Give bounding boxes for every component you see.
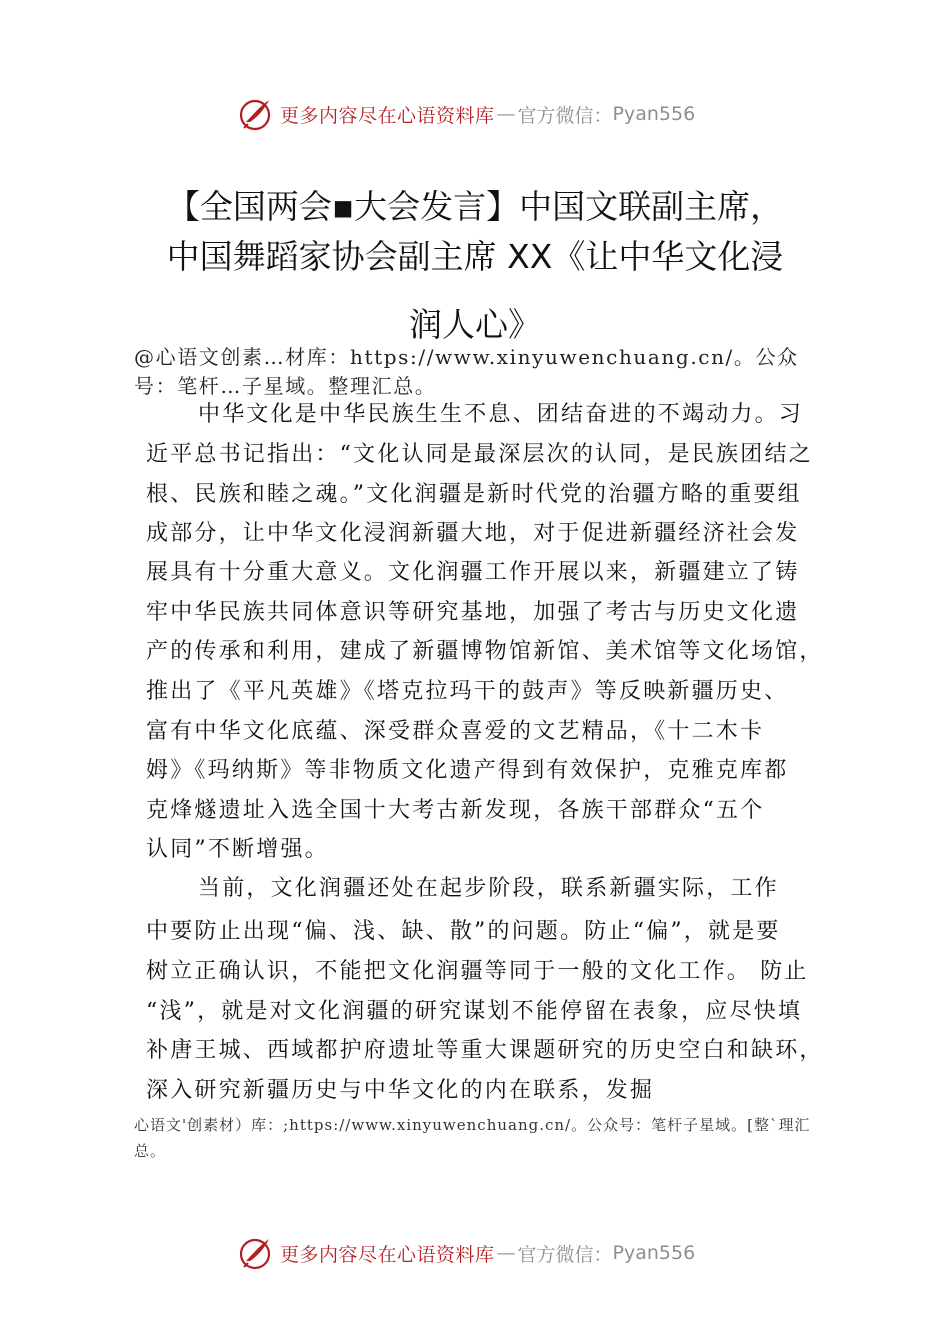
title-line-3: 润人心》: [409, 305, 541, 344]
body-line: 富有中华文化底蕴、深受群众喜爱的文艺精品，《十二木卡: [146, 719, 765, 744]
body-line: 认同”不断增强。: [146, 837, 329, 862]
body-line: 展具有十分重大意义。文化润疆工作开展以来，新疆建立了铸: [146, 560, 800, 585]
wechat-id: Pyan556: [612, 103, 696, 125]
source-line-2: 号：笔杆…子星域。整理汇总。: [134, 374, 437, 398]
wechat-label: 官方微信：: [517, 1243, 613, 1266]
brand-separator: —: [496, 103, 516, 125]
quill-logo-icon: [238, 96, 274, 132]
body-line: 深入研究新疆历史与中华文化的内在联系，发掘: [146, 1078, 655, 1103]
title-line-2: 中国舞蹈家协会副主席 XX《让中华文化浸: [166, 237, 784, 276]
body-line: 补唐王城、西域都护府遗址等重大课题研究的历史空白和缺环，: [146, 1038, 824, 1063]
body-line: 当前，文化润疆还处在起步阶段，联系新疆实际，工作: [198, 876, 779, 901]
body-line: 成部分，让中华文化浸润新疆大地，对于促进新疆经济社会发: [146, 521, 800, 546]
source-note-line-2: 总。: [134, 1142, 167, 1160]
body-line: 产的传承和利用，建成了新疆博物馆新馆、美术馆等文化场馆，: [146, 639, 824, 664]
body-line: 中华文化是中华民族生生不息、团结奋进的不竭动力。习: [198, 402, 804, 427]
quill-logo-icon: [238, 1235, 274, 1271]
wechat-id: Pyan556: [612, 1242, 696, 1264]
body-line: 近平总书记指出：“文化认同是最深层次的认同，是民族团结之: [146, 442, 813, 467]
brand-footer: [238, 1233, 695, 1273]
brand-text: 更多内容尽在心语资料库: [280, 104, 495, 127]
brand-separator: —: [496, 1242, 516, 1264]
body-line: 根、民族和睦之魂。”文化润疆是新时代党的治疆方略的重要组: [146, 482, 802, 507]
body-line: 推出了《平凡英雄》《塔克拉玛干的鼓声》等反映新疆历史、: [146, 679, 789, 704]
wechat-label: 官方微信：: [517, 104, 613, 127]
brand-text: 更多内容尽在心语资料库: [280, 1243, 495, 1266]
body-line: 中要防止出现“偏、浅、缺、散”的问题。防止“偏”，就是要: [146, 919, 781, 944]
body-line: 姆》《玛纳斯》等非物质文化遗产得到有效保护，克雅克库都: [146, 758, 789, 783]
body-line: 克烽燧遗址入选全国十大考古新发现，各族干部群众“五个: [146, 798, 765, 823]
body-line: 牢中华民族共同体意识等研究基地，加强了考古与历史文化遗: [146, 600, 800, 625]
brand-header: [238, 94, 695, 134]
body-line: “浅”，就是对文化润疆的研究谋划不能停留在表象，应尽快填: [146, 999, 803, 1024]
source-note-line-1: 心语文'创素材）库：;https://www.xinyuwenchuang.cn/。公众号：笔杆子星域。[整`理汇: [134, 1116, 811, 1134]
body-line: 树立正确认识，不能把文化润疆等同于一般的文化工作。 防止: [146, 959, 809, 984]
title-line-1: 【全国两会▪大会发言】中国文联副主席，: [166, 187, 784, 226]
source-line-1: @心语文创素…材库：https://www.xinyuwenchuang.cn/。公众: [134, 345, 799, 369]
